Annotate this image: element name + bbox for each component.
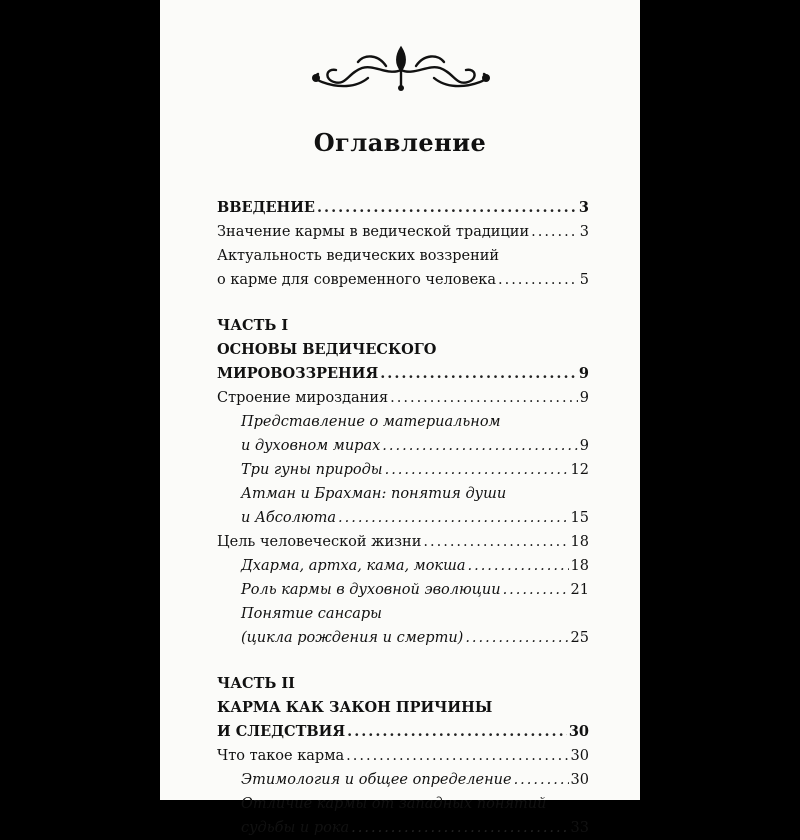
toc-entry-label: Этимология и общее определение: [241, 772, 512, 788]
ornamental-divider-icon: [308, 42, 494, 92]
toc-page-number: 9: [578, 365, 589, 382]
book-page: [160, 0, 640, 836]
dot-leader: [317, 196, 577, 220]
dot-leader: [514, 768, 569, 792]
toc-entry-label: судьбы и рока: [241, 820, 350, 836]
toc-entry-p2-s1-1[interactable]: [217, 768, 589, 792]
toc-entry-label: Строение мироздания: [217, 390, 389, 406]
toc-page-number: 18: [570, 558, 589, 574]
dot-leader: [382, 434, 577, 458]
toc-entry-p1-s1-1-line1[interactable]: Представление о материальном: [241, 414, 501, 430]
toc-entry-label: И СЛЕДСТВИЯ: [217, 723, 346, 740]
toc-page-number: 30: [570, 748, 589, 764]
toc-entry-p1-s2[interactable]: [217, 530, 589, 554]
table-of-contents: [217, 196, 589, 840]
dot-leader: [346, 744, 568, 768]
toc-entry-label: Дхарма, артха, кама, мокша: [241, 558, 466, 574]
toc-entry-label: Цель человеческой жизни: [217, 534, 422, 550]
toc-entry-label: Роль кармы в духовной эволюции: [241, 582, 501, 598]
toc-entry-p1-s2-1[interactable]: [217, 554, 589, 578]
toc-entry-label: и Абсолюта: [241, 510, 337, 526]
dot-leader: [423, 530, 568, 554]
dot-leader: [531, 220, 578, 244]
toc-entry-intro[interactable]: [217, 196, 589, 220]
toc-page-number: 12: [570, 462, 589, 478]
part-2-title-line1[interactable]: КАРМА КАК ЗАКОН ПРИЧИНЫ: [217, 699, 493, 716]
toc-entry-p1-s1[interactable]: [217, 386, 589, 410]
part-1-title-line1[interactable]: ОСНОВЫ ВЕДИЧЕСКОГО: [217, 341, 437, 358]
toc-entry-label: Что такое карма: [217, 748, 345, 764]
dot-leader: [390, 386, 578, 410]
toc-page-number: 3: [578, 199, 589, 216]
toc-page-number: 25: [570, 630, 589, 646]
toc-entry-part-2[interactable]: [217, 720, 589, 744]
toc-page-number: 9: [579, 438, 589, 454]
toc-entry-p1-s1-3-line1[interactable]: Атман и Брахман: понятия души: [241, 486, 507, 502]
toc-entry-intro-2[interactable]: [217, 268, 589, 292]
part-2-heading: ЧАСТЬ II: [217, 675, 295, 692]
toc-entry-label: и духовном мирах: [241, 438, 381, 454]
toc-entry-p1-s1-1[interactable]: [217, 434, 589, 458]
toc-page-number: 18: [570, 534, 589, 550]
toc-entry-p1-s2-3-line1[interactable]: Понятие сансары: [241, 606, 382, 622]
toc-page-number: 9: [579, 390, 589, 406]
toc-entry-p1-s1-3[interactable]: [217, 506, 589, 530]
toc-page-number: 3: [579, 224, 589, 240]
toc-page-number: 33: [570, 820, 589, 836]
dot-leader: [338, 506, 569, 530]
toc-entry-label: ВВЕДЕНИЕ: [217, 199, 315, 216]
toc-page-number: 15: [570, 510, 589, 526]
toc-page-number: 5: [579, 272, 589, 288]
toc-entry-p2-s1-2[interactable]: [217, 816, 589, 840]
toc-entry-intro-2-line1[interactable]: Актуальность ведических воззрений: [217, 248, 500, 264]
toc-entry-label: Значение кармы в ведической традиции: [217, 224, 530, 240]
dot-leader: [380, 362, 577, 386]
dot-leader: [467, 554, 568, 578]
page-title: Оглавление: [313, 128, 487, 157]
dot-leader: [385, 458, 569, 482]
toc-entry-label: Три гуны природы: [241, 462, 383, 478]
toc-entry-part-1[interactable]: [217, 362, 589, 386]
toc-page-number: 21: [570, 582, 589, 598]
dot-leader: [498, 268, 578, 292]
toc-page-number: 30: [568, 723, 589, 740]
toc-entry-p1-s2-2[interactable]: [217, 578, 589, 602]
toc-entry-p1-s1-2[interactable]: [217, 458, 589, 482]
part-1-heading: ЧАСТЬ I: [217, 317, 289, 334]
toc-entry-p2-s1-2-line1[interactable]: Отличие кармы от западных понятий: [241, 796, 547, 812]
toc-entry-intro-1[interactable]: [217, 220, 589, 244]
dot-leader: [347, 720, 567, 744]
toc-entry-p2-s1[interactable]: [217, 744, 589, 768]
dot-leader: [503, 578, 569, 602]
toc-entry-p1-s2-3[interactable]: [217, 626, 589, 650]
dot-leader: [351, 816, 568, 840]
toc-entry-label: (цикла рождения и смерти): [241, 630, 464, 646]
toc-entry-label: МИРОВОЗЗРЕНИЯ: [217, 365, 379, 382]
dot-leader: [465, 626, 568, 650]
toc-page-number: 30: [570, 772, 589, 788]
toc-entry-label: о карме для современного человека: [217, 272, 496, 288]
